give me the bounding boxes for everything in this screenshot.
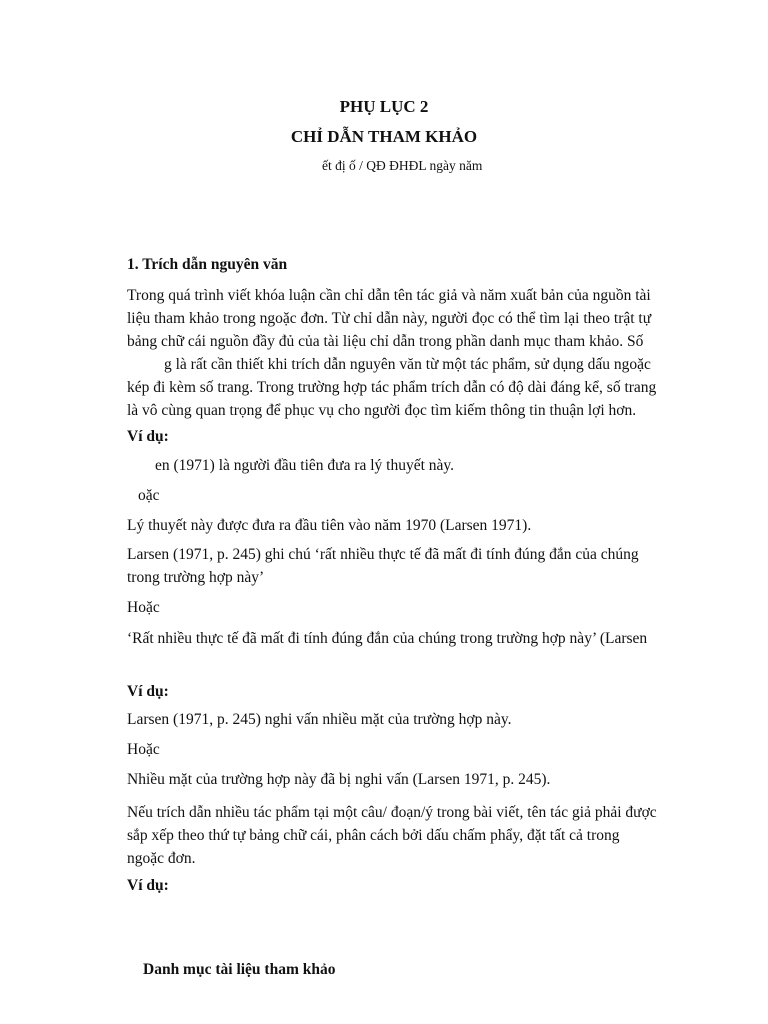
paragraph-line: sắp xếp theo thứ tự bảng chữ cái, phân cách bởi dấu chấm phẩy, đặt tất cả trong bbox=[127, 827, 620, 844]
paragraph-line: kép đi kèm số trang. Trong trường hợp tác phẩm trích dẫn có độ dài đáng kể, số trang bbox=[127, 379, 657, 396]
example-line: Larsen (1971, p. 245) nghi vấn nhiều mặt của trường hợp này. bbox=[127, 711, 512, 728]
multiple-citation-paragraph bbox=[127, 801, 687, 870]
appendix-title: PHỤ LỤC 2 bbox=[339, 97, 429, 116]
section-heading-references: Danh mục tài liệu tham khảo bbox=[143, 961, 336, 978]
example-line: en (1971) là người đầu tiên đưa ra lý thuyết này. bbox=[155, 457, 455, 474]
example-or: oặc bbox=[138, 487, 160, 504]
example-or: Hoặc bbox=[127, 599, 160, 616]
example-line: Larsen (1971, p. 245) ghi chú ‘rất nhiều thực tế đã mất đi tính đúng đắn của chúng bbox=[127, 546, 639, 563]
main-title: CHỈ DẪN THAM KHẢO bbox=[290, 127, 478, 146]
paragraph-line: liệu tham khảo trong ngoặc đơn. Từ chỉ dẫn này, người đọc có thể tìm lại theo trật tự bbox=[127, 310, 652, 327]
section-heading-verbatim-quote: 1. Trích dẫn nguyên văn bbox=[127, 256, 288, 273]
paragraph-line: ngoặc đơn. bbox=[127, 850, 196, 867]
example-or: Hoặc bbox=[127, 741, 160, 758]
example-line: Lý thuyết này được đưa ra đầu tiên vào năm 1970 (Larsen 1971). bbox=[127, 517, 532, 534]
intro-paragraph bbox=[127, 284, 687, 422]
paragraph-line: Nếu trích dẫn nhiều tác phẩm tại một câu/ đoạn/ý trong bài viết, tên tác giả phải được bbox=[127, 804, 657, 821]
paragraph-line: là vô cùng quan trọng để phục vụ cho người đọc tìm kiếm thông tin thuận lợi hơn. bbox=[127, 402, 637, 419]
paragraph-line: bảng chữ cái nguồn đầy đủ của tài liệu chỉ dẫn trong phần danh mục tham khảo. Số bbox=[127, 333, 644, 350]
paragraph-line: Trong quá trình viết khóa luận cần chỉ dẫn tên tác giả và năm xuất bản của nguồn tài bbox=[127, 287, 651, 304]
example-line: trong trường hợp này’ bbox=[127, 569, 265, 586]
decision-line: ết đị ố / QĐ ĐHĐL ngày năm bbox=[322, 158, 483, 173]
example-line: Nhiều mặt của trường hợp này đã bị nghi vấn (Larsen 1971, p. 245). bbox=[127, 771, 551, 788]
example-label: Ví dụ: bbox=[127, 428, 169, 445]
paragraph-line: g là rất cần thiết khi trích dẫn nguyên văn từ một tác phẩm, sử dụng dấu ngoặc bbox=[164, 356, 651, 373]
example-label: Ví dụ: bbox=[127, 877, 169, 894]
example-label: Ví dụ: bbox=[127, 683, 169, 700]
example-line: ‘Rất nhiều thực tế đã mất đi tính đúng đắn của chúng trong trường hợp này’ (Larsen bbox=[127, 630, 648, 647]
